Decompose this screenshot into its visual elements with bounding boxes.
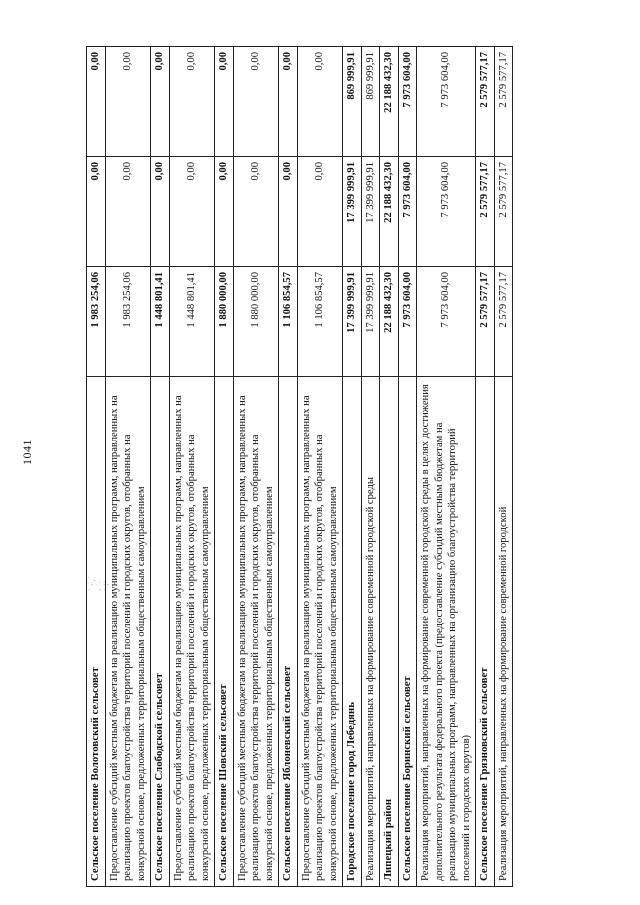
row-name-cell: Реализация мероприятий, направленных на формирование современной городской среды	[361, 377, 380, 887]
row-value-2-cell: 0,00	[279, 157, 298, 267]
table-row-subtotal	[87, 47, 106, 887]
row-value-3-cell: 869 999,91	[343, 47, 362, 157]
table-row	[297, 47, 343, 887]
row-value-1-cell: 2 579 577,17	[476, 267, 495, 377]
row-value-1-cell: 1 448 801,41	[169, 267, 215, 377]
table-row-subtotal	[398, 47, 417, 887]
row-name-cell: Сельское поселение Яблоневский сельсовет	[279, 377, 298, 887]
row-name-cell: Реализация мероприятий, направленных на формирование современной городской	[494, 377, 513, 887]
row-value-3-cell: 0,00	[215, 47, 234, 157]
row-value-1-cell: 1 106 854,57	[279, 267, 298, 377]
row-value-2-cell: 22 188 432,30	[380, 157, 399, 267]
row-name-cell: Предоставление субсидий местным бюджетам на реализацию муниципальных программ, направленных на реализацию проектов благоустройства территорий поселений и городских округов, отобранных на конкурсной основе, предложенных территориальным общественным самоуправлением	[105, 377, 151, 887]
row-name-cell: Предоставление субсидий местным бюджетам на реализацию муниципальных программ, направленных на реализацию проектов благоустройства территорий поселений и городских округов, отобранных на конкурсной основе, предложенных территориальным общественным самоуправлением	[169, 377, 215, 887]
row-value-3-cell: 869 999,91	[361, 47, 380, 157]
row-value-1-cell: 1 983 254,06	[87, 267, 106, 377]
row-value-2-cell: 0,00	[151, 157, 170, 267]
row-value-2-cell: 7 973 604,00	[417, 157, 476, 267]
table-row-subtotal	[476, 47, 495, 887]
table-row	[233, 47, 279, 887]
row-value-2-cell: 0,00	[215, 157, 234, 267]
row-value-1-cell: 17 399 999,91	[361, 267, 380, 377]
row-value-2-cell: 2 579 577,17	[494, 157, 513, 267]
row-value-3-cell: 2 579 577,17	[494, 47, 513, 157]
table-row-subtotal	[151, 47, 170, 887]
row-value-2-cell: 0,00	[169, 157, 215, 267]
row-name-cell: Предоставление субсидий местным бюджетам на реализацию муниципальных программ, направленных на реализацию проектов благоустройства территорий поселений и городских округов, отобранных на конкурсной основе, предложенных территориальным общественным самоуправлением	[297, 377, 343, 887]
scan-artifact: · ,: · , ·.' · ;·	[84, 575, 110, 591]
table-row	[105, 47, 151, 887]
row-name-cell: Сельское поселение Волотовский сельсовет	[87, 377, 106, 887]
row-value-2-cell: 2 579 577,17	[476, 157, 495, 267]
row-value-3-cell: 7 973 604,00	[398, 47, 417, 157]
row-value-2-cell: 0,00	[105, 157, 151, 267]
row-value-1-cell: 22 188 432,30	[380, 267, 399, 377]
row-value-1-cell: 1 880 000,00	[215, 267, 234, 377]
row-value-3-cell: 0,00	[105, 47, 151, 157]
row-value-3-cell: 0,00	[151, 47, 170, 157]
row-value-3-cell: 0,00	[233, 47, 279, 157]
row-value-1-cell: 1 448 801,41	[151, 267, 170, 377]
row-name-cell: Предоставление субсидий местным бюджетам на реализацию муниципальных программ, направленных на реализацию проектов благоустройства территорий поселений и городских округов, отобранных на конкурсной основе, предложенных территориальным общественным самоуправлением	[233, 377, 279, 887]
row-value-1-cell: 1 983 254,06	[105, 267, 151, 377]
row-name-cell: Сельское поселение Слободской сельсовет	[151, 377, 170, 887]
page-number: 1041	[20, 439, 34, 465]
table-row-subtotal	[343, 47, 362, 887]
row-value-2-cell: 17 399 999,91	[343, 157, 362, 267]
row-value-2-cell: 0,00	[87, 157, 106, 267]
row-value-1-cell: 17 399 999,91	[343, 267, 362, 377]
row-value-3-cell: 7 973 604,00	[417, 47, 476, 157]
table-row	[169, 47, 215, 887]
row-value-3-cell: 0,00	[169, 47, 215, 157]
row-value-1-cell: 7 973 604,00	[398, 267, 417, 377]
row-value-3-cell: 22 188 432,30	[380, 47, 399, 157]
row-value-2-cell: 17 399 999,91	[361, 157, 380, 267]
budget-table-frame	[86, 47, 606, 887]
table-row-subtotal	[380, 47, 399, 887]
row-value-2-cell: 0,00	[233, 157, 279, 267]
table-row	[361, 47, 380, 887]
table-row-subtotal	[215, 47, 234, 887]
table-row	[494, 47, 513, 887]
budget-table-body	[84, 47, 513, 887]
row-value-1-cell: 1 106 854,57	[297, 267, 343, 377]
row-value-3-cell: 0,00	[279, 47, 298, 157]
table-row-subtotal	[279, 47, 298, 887]
row-name-cell: Сельское поселение Шовский сельсовет	[215, 377, 234, 887]
row-value-3-cell: 0,00	[297, 47, 343, 157]
row-value-3-cell: 0,00	[87, 47, 106, 157]
row-value-3-cell: 2 579 577,17	[476, 47, 495, 157]
row-value-1-cell: 2 579 577,17	[494, 267, 513, 377]
row-value-2-cell: 0,00	[297, 157, 343, 267]
row-name-cell: Городское поселение город Лебедянь	[343, 377, 362, 887]
row-name-cell: Липецкий район	[380, 377, 399, 887]
row-value-2-cell: 7 973 604,00	[398, 157, 417, 267]
row-name-cell: Реализация мероприятий, направленных на формирование современной городской среды в целях достижения дополнительного результата федерального проекта (предоставление субсидий местным бюджетам на реализацию муниципальных программ, направленных на организацию благоустройства территорий поселений и городских округов)	[417, 377, 476, 887]
row-name-cell: Сельское поселение Боринский сельсовет	[398, 377, 417, 887]
table-row	[417, 47, 476, 887]
budget-table	[86, 46, 513, 887]
row-name-cell: Сельское поселение Грязновский сельсовет	[476, 377, 495, 887]
row-value-1-cell: 7 973 604,00	[417, 267, 476, 377]
row-value-1-cell: 1 880 000,00	[233, 267, 279, 377]
